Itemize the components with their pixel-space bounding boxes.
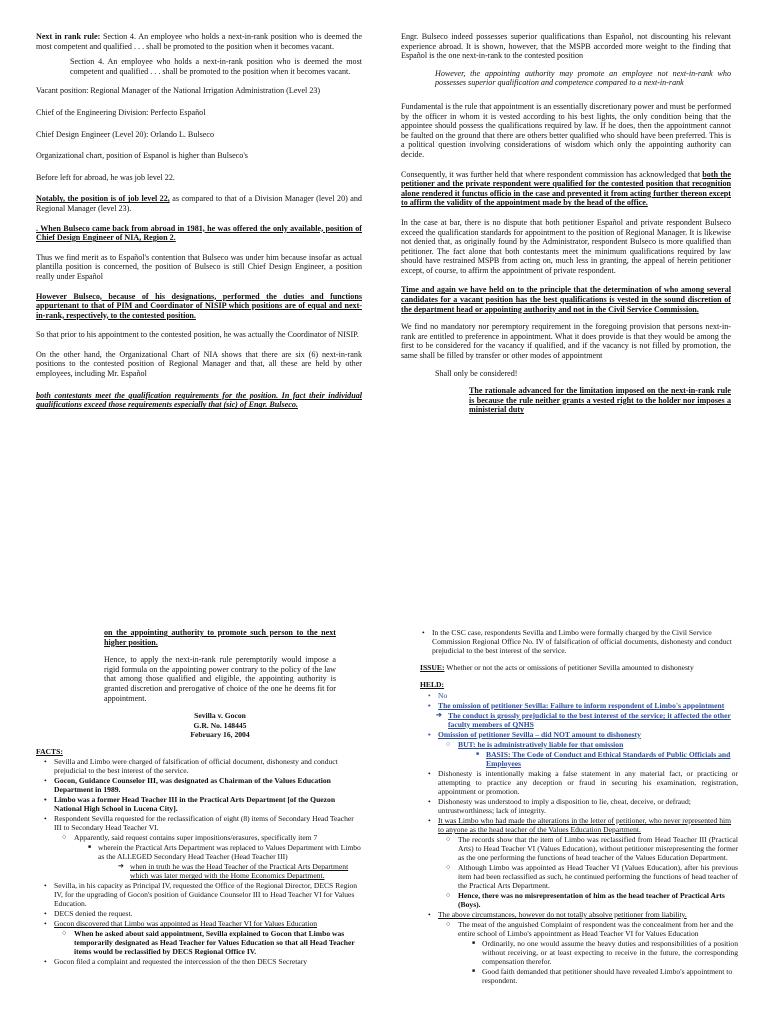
list-item: • No — [426, 691, 738, 700]
emphasis-paragraph: . When Bulseco came back from abroad in 1981, he was offered the only available, position of Chief Design Engineer of NIA, Region 2. — [36, 223, 362, 243]
paragraph: Thus we find merit as to Español's contention that Bulseco was under him because insofar as actual plantilla position is concerned, the position of Bulseco is still Chief Design Engineer, a position really under Español — [36, 252, 362, 281]
paragraph: Vacant position: Regional Manager of the National Irrigation Administration (Level 23) — [36, 86, 321, 96]
list-item: • DECS denied the request. — [42, 909, 362, 918]
case-title: Sevilla v. Gocon — [194, 711, 246, 721]
list-item: • Gocon filed a complaint and requested the intercession of the then DECS Secretary — [42, 957, 362, 966]
list-item: ○ Although Limbo was appointed as Head Teacher VI (Values Education), after his previous item had been reclassified as such, he continued performing the functions of head teacher of the Practical Arts Department. — [446, 863, 738, 890]
emphasis-text: both the petitioner and the private respondent were qualified for the contested position that recognition alone rendered it functus officio in the case and prevented it from acting further thereon except to affirm the validity of the appointment made by the head of the office. — [401, 169, 731, 208]
list-item: ➔ The conduct is grossly prejudicial to the best interest of the service; it affected the other faculty members of QNHS — [436, 711, 738, 729]
quoted-section: Section 4. An employee who holds a next-in-rank position who is deemed the most competent and qualified . . . shall be promoted to the position when it becomes vacant. — [70, 57, 362, 76]
paragraph: Fundamental is the rule that appointment is an essentially discretionary power and must be performed by the officer in whom it is vested according to his best lights, the only condition being that the appointee should possess the qualifications required by law. If he does, then the appointment cannot be faulted on the ground that there are others better qualified who should have been preferred. This is a political question involving considerations of wisdom which only the appointing authority can decide. — [401, 101, 731, 159]
continuation-text: on the appointing authority to promote such person to the next higher position. — [104, 628, 336, 647]
paragraph-text: Section 4. An employee who holds a next-in-rank position who is deemed the most competent and qualified . . . shall be promoted to the position when it becomes vacant. — [36, 32, 362, 51]
paragraph: In the case at bar, there is no dispute that both petitioner Español and private respondent Bulseco exceed the qualification standards for appointment to the position of Regional Manager. It is likewise not denied that, as originally found by the Administrator, respondent Bulseco is more qualified than petitioner. The fact alone that both contestants meet the minimum qualifications required by law should have restrained MSPB from acting on, much less in granting, the appeal of herein petitioner except, of course, to affirm the appointment of private respondent. — [401, 217, 731, 275]
list-item: • Omission of petitioner Sevilla – did NOT amount to dishonesty — [426, 730, 738, 739]
list-item: • The above circumstances, however do not totally absolve petitioner from liability. — [426, 910, 738, 919]
list-item — [42, 776, 362, 794]
issue-text: Whether or not the acts or omissions of petitioner Sevilla amounted to dishonesty — [446, 663, 694, 672]
facts-section — [36, 747, 366, 966]
list-item: • In the CSC case, respondents Sevilla and Limbo were formally charged by the Civil Service Commission Regional Office No. IV of falsification of official documents, dishonesty and conduct prejudicial to the best interest of the service. — [420, 628, 738, 655]
list-item: ■ BASIS: The Code of Conduct and Ethical Standards of Public Officials and Employees — [476, 750, 738, 768]
bottom-left-column — [36, 628, 366, 1024]
emphasis-text: Notably, the position is of job level 22, — [36, 194, 170, 204]
paragraph: Chief Design Engineer (Level 20): Orlando L. Bulseco — [36, 129, 215, 139]
emphasis-paragraph: The rationale advanced for the limitation imposed on the next-in-rank rule is because the rule neither grants a vested right to the holder nor imposes a ministerial duty — [469, 386, 731, 415]
list-item: ■ wherein the Practical Arts Department was replaced to Values Department with Limbo as the ALLEGED Secondary Head Teacher (Head Teacher III) — [88, 843, 362, 861]
paragraph: Before left for abroad, he was job level 22. — [36, 172, 175, 182]
list-item: ■ Ordinarily, no one would assume the heavy duties and responsibilities of a position without receiving, or at least expecting to receive in the future, the corresponding compensation therefor. — [472, 939, 738, 966]
gocon-fact: Gocon, Guidance Counselor III, was designated as Chairman of the Values Education Department in 1989. — [54, 776, 331, 795]
list-item: ➔ when in truth he was the Head Teacher of the Practical Arts Department which was later merged with the Home Economics Department. — [118, 862, 362, 880]
heading-next-in-rank: Next in rank rule: — [36, 32, 101, 41]
case-heading — [104, 711, 336, 739]
list-item: • Limbo was a former Head Teacher III in the Practical Arts Department [of the Quezon National High School in Lucena City]. — [42, 795, 362, 813]
bottom-right-column — [420, 628, 738, 1024]
paragraph: On the other hand, the Organizational Chart of NIA shows that there are six (6) next-in-rank positions to the contested position of Regional Manager and that, all these are held by other employees, including Mr. Español — [36, 349, 362, 379]
top-left-column — [36, 32, 362, 537]
list-item: ○ The meat of the anguished Complaint of respondent was the concealment from her and the entire school of Limbo's appointment as Head Teacher VI for Values Education — [446, 920, 738, 938]
list-item: ○ BUT: he is administratively liable for that omission — [446, 740, 738, 749]
emphasis-paragraph: Time and again we have held on to the principle that the determination of who among several candidates for a vacant position has the best qualifications is vested in the sound discretion of the department head or appointing authority and not in the Civil Service Commission. — [401, 285, 731, 314]
held-label: HELD: — [420, 680, 445, 689]
list-item: • Dishonesty was understood to imply a disposition to lie, cheat, deceive, or defraud; untrustworthiness; lack of integrity. — [426, 797, 738, 815]
issue-label: ISSUE: — [420, 663, 445, 672]
paragraph-text: Consequently, it was further held that where respondent commission has acknowledged that — [401, 169, 703, 179]
paragraph: Chief of the Engineering Division: Perfecto Español — [36, 107, 206, 117]
paragraph — [36, 194, 362, 213]
paragraph: Hence, to apply the next-in-rank rule peremptorily would impose a rigid formula on the appointing power contrary to the policy of the law that among those qualified and eligible, the appointing authority is granted discretion and prerogative of choice of the one he deems fit for appointment. — [104, 655, 336, 703]
emphasis-paragraph: both contestants meet the qualification requirements for the position. In fact their individual qualifications exceed those requirements especially that (sic) of Engr. Bulseco. — [36, 390, 362, 410]
paragraph: We find no mandatory nor peremptory requirement in the foregoing provision that persons next-in-rank are entitled to preference in appointment. What it does provide is that they would be among the first to be considered for the vacancy if qualified, and if the vacancy is not filled by promotion, the same shall be filled by transfer or other modes of appointment — [401, 322, 731, 361]
issue-row — [420, 663, 738, 672]
list-item: • Dishonesty is intentionally making a false statement in any material fact, or practicing or attempting to practice any deception or fraud in securing his examination, registration, appointment or promotion. — [426, 769, 738, 796]
list-item: • Sevilla and Limbo were charged of falsification of official document, dishonesty and conduct prejudicial to the best interest of the service. — [42, 757, 362, 775]
paragraph — [36, 32, 362, 51]
paragraph: Engr. Bulseco indeed possesses superior qualifications than Español, not discounting his relevant experience abroad. It is shown, however, that the MSPB accorded more weight to the finding that Español is the one next-in-rank to the contested position — [401, 32, 731, 61]
paragraph: So that prior to his appointment to the contested position, he was actually the Coordinator of NISIP. — [36, 330, 359, 340]
paragraph-text: as compared to that of a Division Manager (level 20) and Regional Manager (level 23). — [36, 194, 362, 213]
case-date: February 16, 2004 — [190, 729, 250, 739]
paragraph: Shall only be considered! — [435, 368, 518, 378]
list-item: • Gocon discovered that Limbo was appointed as Head Teacher VI for Values Education — [42, 919, 362, 928]
list-item: • The omission of petitioner Sevilla: Failure to inform respondent of Limbo's appointment — [426, 701, 738, 710]
case-number: G.R. No. 148445 — [193, 720, 247, 730]
list-item: ○ Apparently, said request contains super impositions/erasures, specifically item 7 — [62, 833, 362, 842]
paragraph: Organizational chart, position of Espanol is higher than Bulseco's — [36, 151, 248, 161]
quoted-section: However, the appointing authority may promote an employee not next-in-rank who possesses superior qualification and competence compared to a next-in-rank — [435, 68, 731, 88]
facts-label: FACTS: — [36, 747, 63, 757]
list-item: • Sevilla, in his capacity as Principal IV, requested the Office of the Regional Director, DECS Region IV, for the upgrading of Gocon's position of Guidance Counselor III to Head Teacher VI for Values Education. — [42, 881, 362, 908]
emphasis-paragraph: However Bulseco, because of his designations, performed the duties and functions appurtenant to that of PIM and Coordinator of NISIP which positions are of equal and next-in-rank, respectively, to the contested position. — [36, 291, 362, 320]
paragraph — [401, 170, 731, 208]
list-item: ○ Hence, there was no misrepresentation of him as the head teacher of Practical Arts (Boys). — [446, 891, 738, 909]
list-item: ○ When he asked about said appointment, Sevilla explained to Gocon that Limbo was temporarily designated as Head Teacher for Values Education so that all Head Teacher items would be reclassified by DECS Regional Office IV. — [62, 929, 362, 956]
list-item: • Respondent Sevilla requested for the reclassification of eight (8) items of Secondary Head Teacher III to Secondary Head Teacher VI. — [42, 814, 362, 832]
top-right-column — [401, 32, 731, 552]
list-item: • It was Limbo who had made the alterations in the letter of petitioner, who never represented him to anyone as the head teacher of the Values Education Department. — [426, 816, 738, 834]
list-item: ■ Good faith demanded that petitioner should have revealed Limbo's appointment to respondent. — [472, 967, 738, 985]
list-item: ○ The records show that the item of Limbo was reclassified from Head Teacher III (Practical Arts) to Head Teacher VI (Values Education), without petitioner misrepresenting the former as the one performing the functions of head teacher of the Values Education Department. — [446, 835, 738, 862]
